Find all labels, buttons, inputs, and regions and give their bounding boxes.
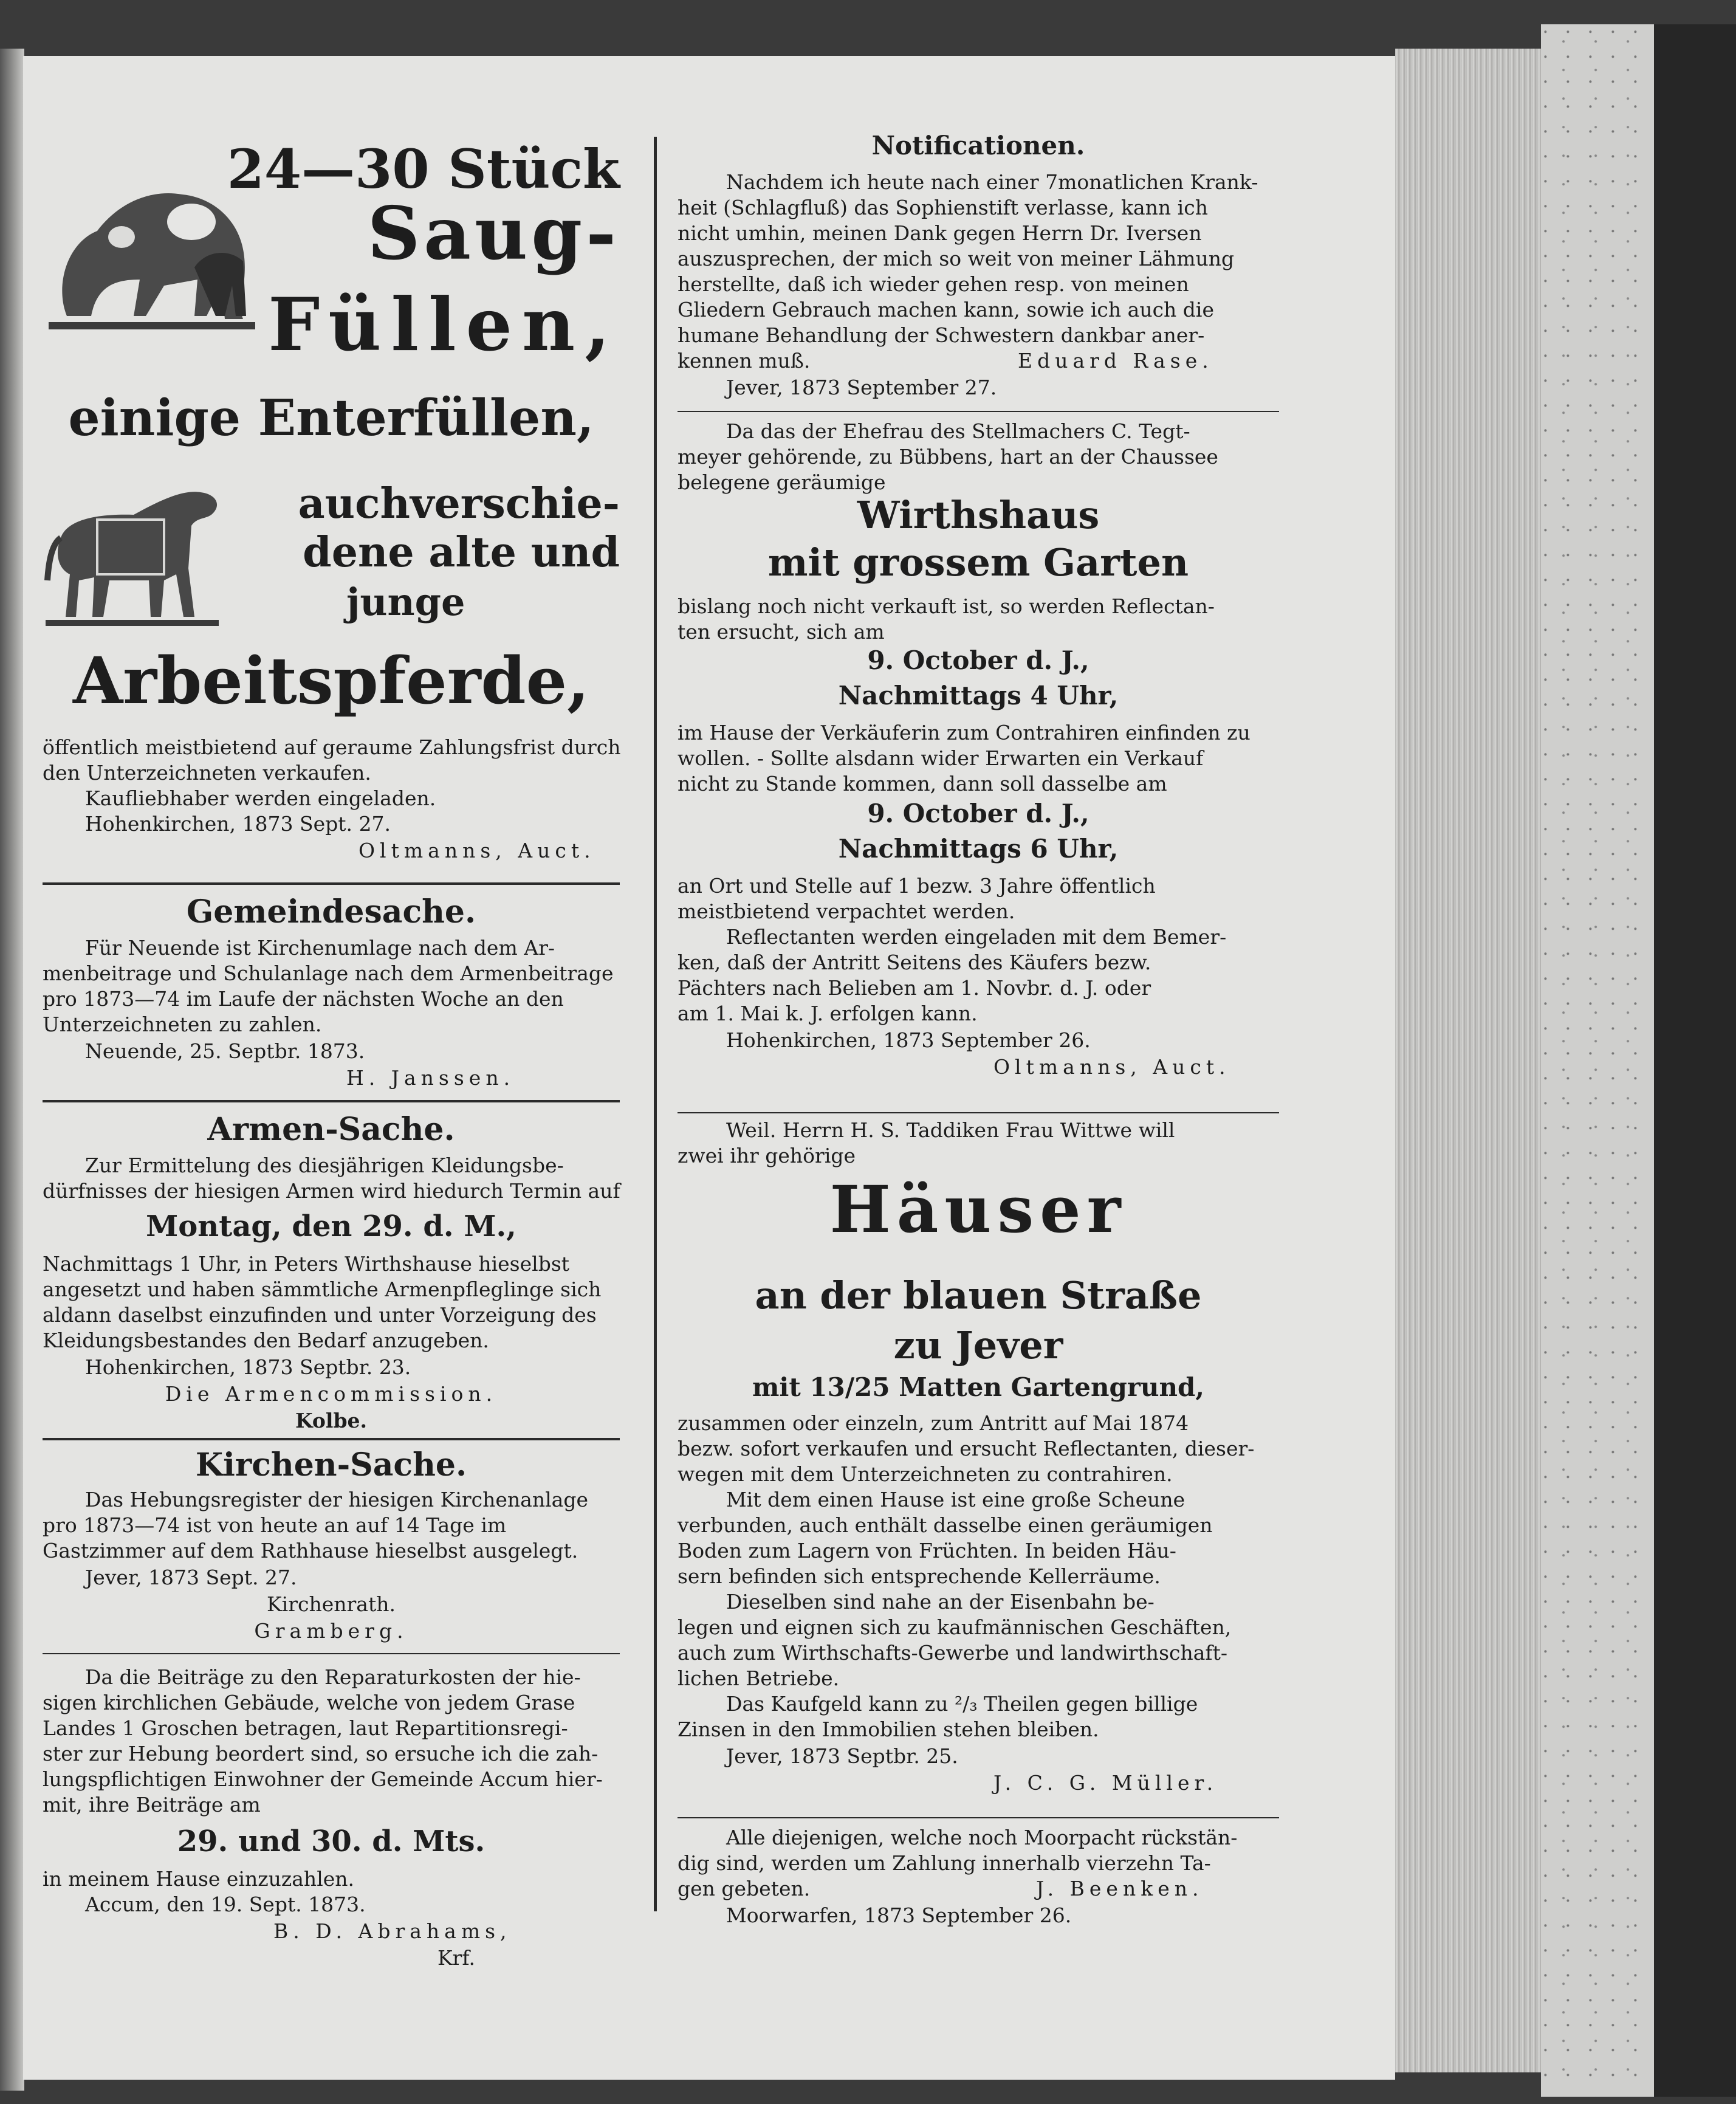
ad4-text-line: Gastzimmer auf dem Rathhause hieselbst ausgelegt.: [43, 1539, 578, 1563]
r-ad2-text-line: Pächters nach Belieben am 1. Novbr. d. J. oder: [678, 976, 1151, 1000]
r-ad3-text-line: sern befinden sich entsprechende Kellerräume.: [678, 1564, 1161, 1588]
ad5-place-date: Accum, den 19. Sept. 1873.: [85, 1893, 366, 1916]
ad3-date: Montag, den 29. d. M.,: [146, 1209, 516, 1243]
r-ad3-title-strasse: an der blauen Straße: [755, 1273, 1202, 1318]
r-ad3-text-line: zwei ihr gehörige: [678, 1144, 856, 1167]
ad5-text-line: mit, ihre Beiträge am: [43, 1793, 261, 1817]
ad5-text-line: Landes 1 Groschen betragen, laut Repartitionsregi-: [43, 1716, 568, 1740]
r-ad3-text-line: Boden zum Lagern von Früchten. In beiden Häu-: [678, 1539, 1176, 1563]
ad1-body-line: den Unterzeichneten verkaufen.: [43, 761, 371, 785]
r-ad3-text-line: lichen Betriebe.: [678, 1666, 840, 1690]
r-ad2-date2: 9. October d. J.,: [867, 799, 1089, 828]
r-ad2-date1: 9. October d. J.,: [867, 645, 1089, 675]
ad3-text-line: Zur Ermittelung des diesjährigen Kleidungsbe-: [85, 1153, 564, 1177]
cover-edge: [1654, 24, 1736, 2097]
ad3-text-line: angesetzt und haben sämmtliche Armenpfleglinge sich: [43, 1277, 602, 1301]
r-ad2-time2: Nachmittags 6 Uhr,: [838, 834, 1119, 864]
r-ad4-text-line: Alle diejenigen, welche noch Moorpacht rückstän-: [726, 1826, 1238, 1849]
ad5-signature-title: Krf.: [437, 1946, 475, 1970]
r-ad2-signature: Oltmanns, Auct.: [993, 1055, 1230, 1079]
ad1-count: 24—30 Stück: [227, 137, 620, 201]
r-ad2-text-line: bislang noch nicht verkauft ist, so werden Reflectan-: [678, 594, 1215, 618]
ad5-text-line: sigen kirchlichen Gebäude, welche von jedem Grase: [43, 1691, 575, 1714]
r-ad3-text-line: verbunden, auch enthält dasselbe einen geräumigen: [678, 1513, 1213, 1537]
ad5-date: 29. und 30. d. Mts.: [177, 1824, 485, 1858]
ad3-text-line: dürfnisses der hiesigen Armen wird hiedurch Termin auf: [43, 1179, 620, 1203]
ad2-signature: H. Janssen.: [346, 1066, 515, 1090]
r-ad1-text-line: herstellte, daß ich wieder gehen resp. von meinen: [678, 272, 1189, 296]
ad5-text-line: in meinem Hause einzuzahlen.: [43, 1867, 355, 1891]
ad2-place-date: Neuende, 25. Septbr. 1873.: [85, 1039, 365, 1063]
column-divider: [654, 137, 657, 1911]
ad3-text-line: Nachmittags 1 Uhr, in Peters Wirthshause hieselbst: [43, 1252, 570, 1276]
ad1-place-date: Hohenkirchen, 1873 Sept. 27.: [85, 812, 391, 836]
r-ad3-text-line: wegen mit dem Unterzeichneten zu contrahiren.: [678, 1462, 1173, 1486]
r-ad1-text-line: nicht umhin, meinen Dank gegen Herrn Dr. Iversen: [678, 221, 1202, 245]
r-ad2-title-garten: mit grossem Garten: [767, 540, 1189, 585]
book-page-edges: [1395, 49, 1541, 2072]
r-ad2-text-line: Da das der Ehefrau des Stellmachers C. Tegt-: [726, 419, 1190, 443]
r-ad2-text-line: im Hause der Verkäuferin zum Contrahiren einfinden zu: [678, 721, 1251, 744]
r-ad1-text-line: kennen muß.: [678, 349, 811, 373]
r-ad3-text-line: auch zum Wirthschafts-Gewerbe und landwirthschaft-: [678, 1641, 1228, 1665]
ad2-text-line: Unterzeichneten zu zahlen.: [43, 1012, 322, 1036]
r-ad2-text-line: meyer gehörende, zu Bübbens, hart an der Chaussee: [678, 445, 1218, 469]
r-ad1-text-line: humane Behandlung der Schwestern dankbar aner-: [678, 323, 1205, 347]
ad5-signature: B. D. Abrahams,: [273, 1919, 512, 1943]
ad2-text-line: Für Neuende ist Kirchenumlage nach dem Ar-: [85, 936, 555, 960]
ad1-title-arbeitspferde: Arbeitspferde,: [72, 642, 590, 718]
r-ad1-text-line: auszusprechen, der mich so weit von meiner Lähmung: [678, 247, 1235, 270]
ad1-title-saug: Saug-: [367, 191, 620, 277]
r-ad3-text-line: Weil. Herrn H. S. Taddiken Frau Wittwe will: [726, 1118, 1175, 1142]
r-ad2-text-line: ten ersucht, sich am: [678, 620, 885, 644]
ad4-place-date: Jever, 1873 Sept. 27.: [85, 1566, 297, 1589]
ad1-body-line: öffentlich meistbietend auf geraume Zahlungsfrist durch: [43, 735, 621, 759]
ad5-text-line: ster zur Hebung beordert sind, so ersuche ich die zah-: [43, 1742, 599, 1765]
r-ad4-text-line: gen gebeten.: [678, 1877, 811, 1900]
r-ad3-text-line: zusammen oder einzeln, zum Antritt auf Mai 1874: [678, 1411, 1189, 1435]
r-ad4-text-line: dig sind, werden um Zahlung innerhalb vierzehn Ta-: [678, 1851, 1211, 1875]
r-ad3-text-line: Zinsen in den Immobilien stehen bleiben.: [678, 1717, 1099, 1741]
ad1-signature: Oltmanns, Auct.: [359, 839, 595, 862]
r-ad2-text-line: an Ort und Stelle auf 1 bezw. 3 Jahre öffentlich: [678, 874, 1156, 898]
r-ad1-signature: Eduard Rase.: [1018, 349, 1213, 373]
ad-separator: [43, 1438, 620, 1440]
r-ad2-text-line: wollen. - Sollte alsdann wider Erwarten ein Verkauf: [678, 746, 1204, 770]
notifications-heading: Notificationen.: [871, 131, 1085, 160]
ad-separator: [43, 882, 620, 885]
r-ad2-text-line: ken, daß der Antritt Seitens des Käufers bezw.: [678, 951, 1151, 974]
ad1-title-verschiedene: auchverschie-: [298, 480, 620, 528]
r-ad2-text-line: nicht zu Stande kommen, dann soll dasselbe am: [678, 772, 1167, 796]
r-ad4-signature: J. Beenken.: [1036, 1877, 1204, 1900]
ad2-text-line: menbeitrage und Schulanlage nach dem Armenbeitrage: [43, 961, 614, 985]
ad-separator: [43, 1100, 620, 1102]
r-ad3-text-line: bezw. sofort verkaufen und ersucht Reflectanten, dieser-: [678, 1437, 1255, 1460]
r-ad2-text-line: meistbietend verpachtet werden.: [678, 899, 1015, 923]
ad3-text-line: Kleidungsbestandes den Bedarf anzugeben.: [43, 1329, 489, 1352]
ad4-text-line: Das Hebungsregister der hiesigen Kirchenanlage: [85, 1488, 588, 1511]
ad3-text-line: aldann daselbst einzufinden und unter Vorzeigung des: [43, 1303, 597, 1327]
ad-separator: [43, 1653, 620, 1654]
ad3-place-date: Hohenkirchen, 1873 Septbr. 23.: [85, 1355, 411, 1379]
r-ad1-text-line: Gliedern Gebrauch machen kann, sowie ich auch die: [678, 298, 1215, 321]
r-ad3-text-line: Dieselben sind nahe an der Eisenbahn be-: [726, 1590, 1154, 1614]
ad-separator: [678, 1817, 1279, 1818]
r-ad3-text-line: Mit dem einen Hause ist eine große Scheune: [726, 1488, 1185, 1511]
ad1-title-junge: junge: [346, 580, 465, 624]
ad4-signature: Kirchenrath.: [267, 1592, 396, 1616]
r-ad1-place-date: Jever, 1873 September 27.: [726, 376, 997, 399]
left-page-edge: [0, 49, 24, 2091]
ad4-signature-name: Gramberg.: [254, 1619, 408, 1643]
r-ad3-title-haeuser: Häuser: [829, 1171, 1127, 1247]
r-ad2-text-line: am 1. Mai k. J. erfolgen kann.: [678, 1002, 978, 1025]
r-ad3-title-jever: zu Jever: [893, 1323, 1063, 1367]
ad3-signature: Die Armencommission.: [165, 1382, 498, 1406]
r-ad2-time1: Nachmittags 4 Uhr,: [838, 681, 1119, 710]
r-ad2-text-line: belegene geräumige: [678, 470, 886, 494]
ad4-heading: Kirchen-Sache.: [195, 1446, 467, 1483]
r-ad2-text-line: Reflectanten werden eingeladen mit dem Bemer-: [726, 925, 1227, 949]
ad1-title-enterfuellen: einige Enterfüllen,: [68, 389, 594, 447]
r-ad2-title-wirthshaus: Wirthshaus: [857, 493, 1100, 537]
ad1-title-alte-und: dene alte und: [303, 528, 620, 577]
ad1-title-fuellen: Füllen,: [268, 282, 620, 368]
r-ad3-text-line: Das Kaufgeld kann zu ²/₃ Theilen gegen billige: [726, 1692, 1198, 1716]
r-ad3-title-gartengrund: mit 13/25 Matten Gartengrund,: [752, 1372, 1205, 1402]
ad2-text-line: pro 1873—74 im Laufe der nächsten Woche an den: [43, 987, 564, 1011]
ad3-signature-name: Kolbe.: [295, 1409, 368, 1432]
r-ad3-text-line: legen und eignen sich zu kaufmännischen Geschäften,: [678, 1615, 1232, 1639]
r-ad1-text-line: heit (Schlagfluß) das Sophienstift verlasse, kann ich: [678, 196, 1208, 219]
r-ad3-signature: J. C. G. Müller.: [993, 1771, 1218, 1795]
r-ad4-place-date: Moorwarfen, 1873 September 26.: [726, 1903, 1072, 1927]
ad-separator: [678, 411, 1279, 412]
ad3-heading: Armen-Sache.: [207, 1111, 455, 1148]
ad-separator: [678, 1112, 1279, 1113]
ad1-body-line: Kaufliebhaber werden eingeladen.: [85, 786, 436, 810]
r-ad3-place-date: Jever, 1873 Septbr. 25.: [726, 1744, 958, 1768]
book-cover: [1541, 24, 1654, 2097]
ad5-text-line: Da die Beiträge zu den Reparaturkosten der hie-: [85, 1665, 581, 1689]
ad5-text-line: lungspflichtigen Einwohner der Gemeinde Accum hier-: [43, 1767, 603, 1791]
r-ad1-text-line: Nachdem ich heute nach einer 7monatlichen Krank-: [726, 170, 1258, 194]
ad4-text-line: pro 1873—74 ist von heute an auf 14 Tage im: [43, 1513, 507, 1537]
r-ad2-place-date: Hohenkirchen, 1873 September 26.: [726, 1028, 1091, 1052]
ad2-heading: Gemeindesache.: [186, 893, 476, 930]
